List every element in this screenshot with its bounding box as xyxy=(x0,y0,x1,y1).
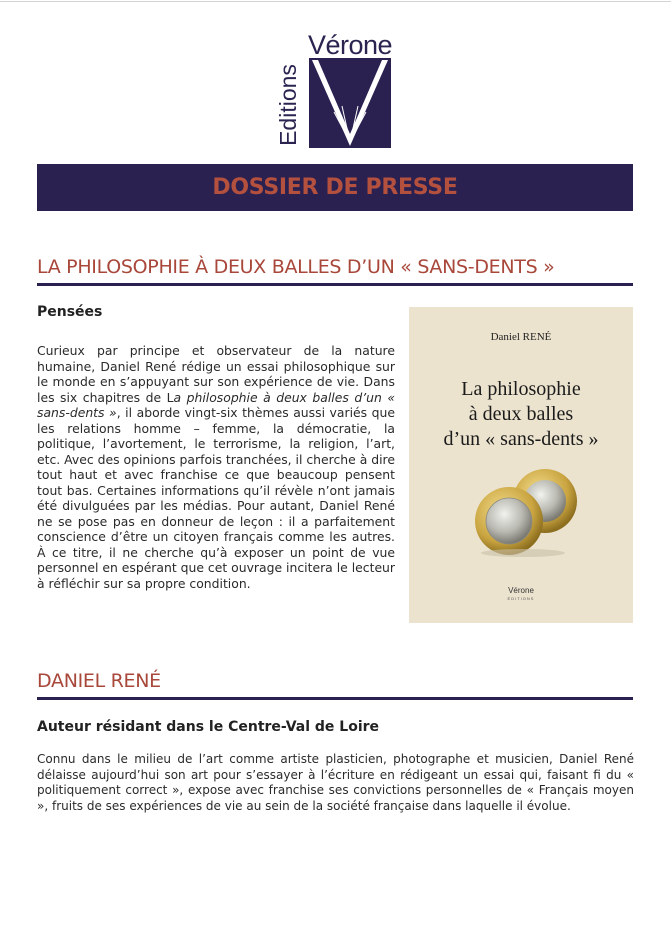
book-description-part-2: , il aborde vingt-six thèmes aussi variés que les relations homme – femme, la démocratie, la politique, l’avortement, le terrorisme, la religion, l’art, etc. Avec des opinions parfois tranchées, il cherche à dire tout haut et avec franchise ce que beaucoup pensent tout bas. Certaines informations qu’il révèle n’ont jamais été divulguées par les médias. Pour autant, Daniel René ne se pose pas en donneur de leçon : il a parfaitement conscience d’être un citoyen français comme les autres. À ce titre, il ne cherche qu’à exposer un point de vue personnel en espérant que cet ouvrage incitera le lecteur à réfléchir sur sa propre condition. xyxy=(37,405,396,591)
press-kit-banner xyxy=(37,164,633,211)
banner-title: DOSSIER DE PRESSE xyxy=(212,175,458,200)
cover-author: Daniel RENÉ xyxy=(490,331,552,343)
cover-publisher-sub: ÉDITIONS xyxy=(507,596,535,601)
book-description-part-1: Curieux par principe et observateur de la nature humaine, Daniel René rédige un essai philosophique sur le monde en s’appuyant sur son expérience de vie. Dans les six chapitres de L xyxy=(37,343,395,405)
cover-title xyxy=(409,377,633,452)
book-cover xyxy=(409,307,633,623)
author-description: Connu dans le milieu de l’art comme artiste plasticien, photographe et musicien, Daniel René délaisse aujourd’hui son art pour s’essayer à l’écriture en rédigeant un essai qui, faisant fi du « politiquement correct », expose avec franchise ses convictions personnelles de « Français moyen », fruits de ses expériences de vie au sein de la société française dans laquelle il évolue. xyxy=(37,752,634,813)
cover-title-line: à deux balles xyxy=(468,403,574,425)
author-section-subhead: Auteur résidant dans le Centre-Val de Loire xyxy=(37,719,380,735)
logo-word: Vérone xyxy=(308,30,393,60)
book-section-title: LA PHILOSOPHIE À DEUX BALLES D’UN « SANS-DENTS » xyxy=(37,256,555,278)
cover-title-line: La philosophie xyxy=(461,378,581,400)
publisher-logo xyxy=(275,30,394,150)
cover-title-line: d’un « sans-dents » xyxy=(443,428,599,450)
author-section-title: DANIEL RENÉ xyxy=(37,670,161,692)
cover-publisher: Vérone xyxy=(508,586,534,595)
author-section-rule xyxy=(37,697,633,700)
euro-coins-icon xyxy=(473,467,583,557)
book-section-subhead: Pensées xyxy=(37,304,103,320)
top-rule xyxy=(0,1,671,2)
logo-side-word: Editions xyxy=(275,64,301,146)
book-section-rule xyxy=(37,283,633,286)
book-title-italic: a philosophie à deux balles d’un « sans-dents » xyxy=(37,389,395,420)
book-description xyxy=(37,343,395,591)
